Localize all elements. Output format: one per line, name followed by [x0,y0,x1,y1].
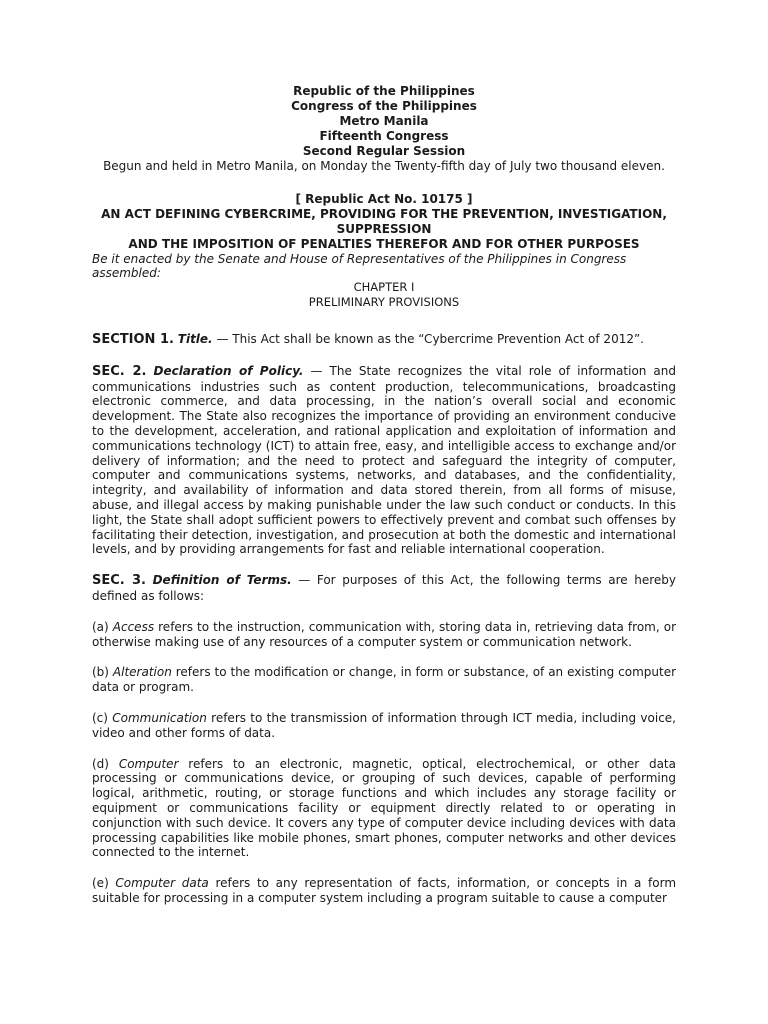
begun-line: Begun and held in Metro Manila, on Monday the Twenty-fifth day of July two thousand eleven. [103,159,665,173]
definition-alteration [92,665,676,695]
republic-line: Republic of the Philippines [293,84,475,98]
act-title-line-2: SUPPRESSION [336,222,432,236]
definition-letter: (d) [92,756,119,771]
section-label: SEC. 2. [92,363,147,379]
chapter-title: PRELIMINARY PROVISIONS [308,295,460,309]
definition-text: refers to any representation of facts, information, or concepts in a form suitable for processing in a computer system including a program suitable to cause a computer [92,876,677,905]
section-3 [92,573,676,604]
section-text: — The State recognizes the vital role of information and communications industries such as content production, telecommunications, broadcasting electronic commerce, and data processing, in the nation’s overall social and economic development. The State also recognizes the importance of providing an environment conducive to the development, acceleration, and rational application and exploitation of information and communications technology (ICT) to attain free, easy, and intelligible access to exchange and/or delivery of information; and the need to protect and safeguard the integrity of computer, computer and communications systems, networks, and databases, and the confidentiality, integrity, and availability of information and data stored therein, from all forms of misuse, abuse, and illegal access by making punishable under the law such conduct or conducts. In this light, the State shall adopt sufficient powers to effectively prevent and combat such offenses by facilitating their detection, investigation, and prosecution at both the domestic and international levels, and by providing arrangements for fast and reliable international cooperation. [92,363,676,557]
definition-letter: (e) [92,876,116,891]
definition-access [92,620,676,650]
section-title: Definition of Terms. [152,573,292,588]
definition-text: refers to the instruction, communication with, storing data in, retrieving data from, or otherwise making use of any resources of a computer system or communication network. [92,619,677,649]
definition-communication [92,711,676,741]
section-text: — For purposes of this Act, the following terms are hereby defined as follows: [92,573,676,603]
section-label: SECTION 1. [92,332,174,347]
section-title: Declaration of Policy. [153,363,304,378]
definition-letter: (b) [92,665,113,680]
definition-letter: (a) [92,619,113,634]
section-1 [92,332,676,348]
definition-letter: (c) [92,710,113,725]
definition-term: Alteration [112,665,172,680]
definition-term: Access [112,619,155,634]
act-title-line-3: AND THE IMPOSITION OF PENALTIES THEREFOR AND FOR OTHER PURPOSES [128,237,640,251]
section-title: Title. [177,332,213,346]
section-2 [92,364,676,557]
definition-computer [92,757,676,861]
section-text: — This Act shall be known as the “Cybercrime Prevention Act of 2012”. [212,332,644,346]
enacting-clause: Be it enacted by the Senate and House of Representatives of the Philippines in Congress assembled: [92,252,627,280]
definition-text: refers to the modification or change, in form or substance, of an existing computer data or program. [92,665,677,695]
section-label: SEC. 3. [92,573,146,589]
session-line: Second Regular Session [302,144,466,158]
definition-text: refers to the transmission of information through ICT media, including voice, video and other forms of data. [92,710,676,740]
location-line: Metro Manila [339,114,429,128]
definition-term: Computer [118,756,179,771]
definition-text: refers to an electronic, magnetic, optical, electrochemical, or other data processing or communications device, or grouping of such devices, capable of performing logical, arithmetic, routing, or storage functions and which includes any storage facility or equipment or communications facility or equipment directly related to or operating in conjunction with such device. It covers any type of computer device including devices with data processing capabilities like mobile phones, smart phones, computer networks and other devices connected to the internet. [92,756,676,860]
act-number: [ Republic Act No. 10175 ] [295,192,473,206]
definition-term: Communication [112,710,207,725]
congress-line: Congress of the Philippines [291,99,477,113]
definition-term: Computer data [115,876,209,891]
congress-number-line: Fifteenth Congress [319,129,449,143]
act-title-line-1: AN ACT DEFINING CYBERCRIME, PROVIDING FOR THE PREVENTION, INVESTIGATION, [101,207,667,221]
definition-computer-data [92,876,676,906]
chapter-number: CHAPTER I [353,280,415,294]
